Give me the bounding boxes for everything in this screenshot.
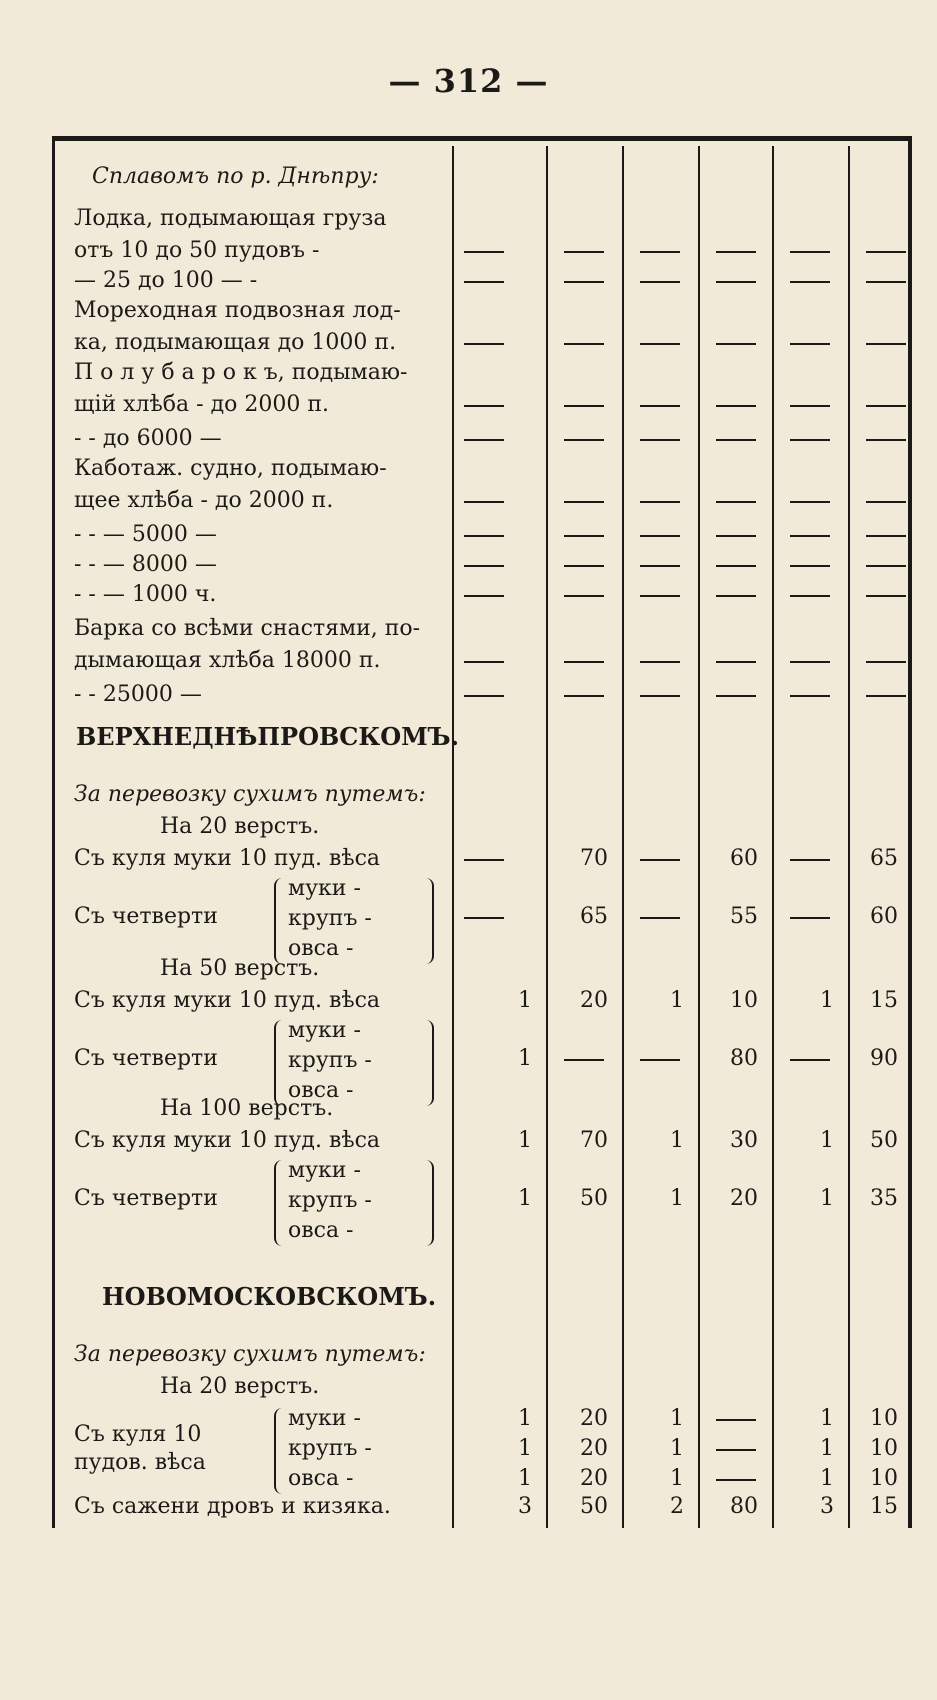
verkhnedn-item-2-2: овса -	[288, 1218, 354, 1243]
table-right-rule	[908, 136, 912, 1528]
verkhnedn-kul-2-value-5: 50	[870, 1128, 898, 1153]
verkhnedn-kul-2-value-0: 1	[518, 1128, 532, 1153]
verkhnedn-kul-0-dash-2	[640, 859, 680, 861]
section-subtitle-verkhnedn: За перевозку сухимъ путемъ:	[74, 782, 426, 807]
dnieper-row-0-dash-2	[640, 251, 680, 253]
dnieper-row-9-dash-1	[564, 661, 604, 663]
verkhnedn-kul-1-value-3: 10	[730, 988, 758, 1013]
dnieper-row-5-dash-3	[716, 501, 756, 503]
verkhnedn-chetv-2-value-4: 1	[820, 1186, 834, 1211]
dnieper-row-0-dash-3	[716, 251, 756, 253]
dnieper-row-1-line-0: — 25 до 100 — -	[74, 268, 258, 293]
novomosk-kul-label-1: Съ куля 10	[74, 1422, 202, 1447]
dnieper-row-10-dash-3	[716, 695, 756, 697]
dnieper-row-9-line-1: дымающая хлѣба 18000 п.	[74, 648, 381, 673]
section-title-dnieper: Сплавомъ по р. Днѣпру:	[92, 164, 379, 189]
dnieper-row-5-dash-0	[464, 501, 504, 503]
novomosk-kul-label-2: пудов. вѣса	[74, 1450, 206, 1475]
dnieper-row-6-dash-4	[790, 535, 830, 537]
verkhnedn-brace-right-2	[424, 1160, 434, 1246]
dnieper-row-6-dash-0	[464, 535, 504, 537]
verkhnedn-kul-label-2: Съ куля муки 10 пуд. вѣса	[74, 1128, 381, 1153]
verkhnedn-kul-label-1: Съ куля муки 10 пуд. вѣса	[74, 988, 381, 1013]
verkhnedn-distance-0: На 20 верстъ.	[160, 814, 320, 839]
dnieper-row-4-dash-4	[790, 439, 830, 441]
dnieper-row-2-line-0: Мореходная подвозная лод-	[74, 298, 401, 323]
dnieper-row-3-dash-4	[790, 405, 830, 407]
dnieper-row-1-dash-5	[866, 281, 906, 283]
verkhnedn-chetv-1-value-0: 1	[518, 1046, 532, 1071]
dnieper-row-4-dash-0	[464, 439, 504, 441]
verkhnedn-kul-2-value-2: 1	[670, 1128, 684, 1153]
novomosk-item-2-value-0: 1	[518, 1466, 532, 1491]
verkhnedn-item-0-1: крупъ -	[288, 906, 372, 931]
novomosk-item-0-value-5: 10	[870, 1406, 898, 1431]
verkhnedn-item-0-0: муки -	[288, 876, 361, 901]
dnieper-row-9-dash-4	[790, 661, 830, 663]
dnieper-row-5-dash-4	[790, 501, 830, 503]
price-table	[52, 136, 912, 1528]
verkhnedn-chetv-0-value-3: 55	[730, 904, 758, 929]
description-column-rule	[452, 146, 454, 1528]
novomosk-item-1-value-1: 20	[580, 1436, 608, 1461]
dnieper-row-0-line-0: Лодка, подымающая груза	[74, 206, 387, 231]
verkhnedn-chetv-0-dash-0	[464, 917, 504, 919]
dnieper-row-3-dash-0	[464, 405, 504, 407]
novomosk-item-0-value-2: 1	[670, 1406, 684, 1431]
verkhnedn-kul-label-0: Съ куля муки 10 пуд. вѣса	[74, 846, 381, 871]
verkhnedn-chetv-label-2: Съ четверти	[74, 1186, 218, 1211]
verkhnedn-chetv-2-value-1: 50	[580, 1186, 608, 1211]
section-heading-novomosk: НОВОМОСКОВСКОМЪ.	[102, 1282, 437, 1311]
dnieper-row-10-line-0: - - 25000 —	[74, 682, 202, 707]
column-rule-5	[848, 146, 850, 1528]
dnieper-row-9-dash-0	[464, 661, 504, 663]
dnieper-row-6-line-0: - - — 5000 —	[74, 522, 217, 547]
novomosk-item-0-value-1: 20	[580, 1406, 608, 1431]
verkhnedn-chetv-label-0: Съ четверти	[74, 904, 218, 929]
dnieper-row-10-dash-2	[640, 695, 680, 697]
novomosk-item-1-dash-3	[716, 1449, 756, 1451]
dnieper-row-8-dash-1	[564, 595, 604, 597]
verkhnedn-chetv-1-dash-4	[790, 1059, 830, 1061]
verkhnedn-chetv-1-value-5: 90	[870, 1046, 898, 1071]
novomosk-item-2-value-1: 20	[580, 1466, 608, 1491]
dnieper-row-6-dash-5	[866, 535, 906, 537]
dnieper-row-3-dash-3	[716, 405, 756, 407]
verkhnedn-chetv-2-value-0: 1	[518, 1186, 532, 1211]
section-subtitle-novomosk: За перевозку сухимъ путемъ:	[74, 1342, 426, 1367]
novomosk-item-1-value-5: 10	[870, 1436, 898, 1461]
table-top-rule	[52, 136, 912, 141]
verkhnedn-item-2-1: крупъ -	[288, 1188, 372, 1213]
novomosk-wood-value-3: 80	[730, 1494, 758, 1519]
dnieper-row-4-dash-5	[866, 439, 906, 441]
dnieper-row-1-dash-2	[640, 281, 680, 283]
dnieper-row-0-dash-5	[866, 251, 906, 253]
column-rule-3	[698, 146, 700, 1528]
dnieper-row-9-line-0: Барка со всѣми снастями, по-	[74, 616, 421, 641]
verkhnedn-kul-0-value-1: 70	[580, 846, 608, 871]
verkhnedn-chetv-0-value-1: 65	[580, 904, 608, 929]
verkhnedn-kul-1-value-4: 1	[820, 988, 834, 1013]
dnieper-row-7-dash-3	[716, 565, 756, 567]
novomosk-item-2-value-5: 10	[870, 1466, 898, 1491]
novomosk-wood-value-4: 3	[820, 1494, 834, 1519]
verkhnedn-item-1-0: муки -	[288, 1018, 361, 1043]
dnieper-row-10-dash-0	[464, 695, 504, 697]
verkhnedn-kul-1-value-0: 1	[518, 988, 532, 1013]
verkhnedn-distance-1: На 50 верстъ.	[160, 956, 320, 981]
dnieper-row-4-line-0: - - до 6000 —	[74, 426, 222, 451]
dnieper-row-5-dash-5	[866, 501, 906, 503]
verkhnedn-kul-0-value-3: 60	[730, 846, 758, 871]
dnieper-row-2-dash-1	[564, 343, 604, 345]
dnieper-row-4-dash-1	[564, 439, 604, 441]
novomosk-wood-value-0: 3	[518, 1494, 532, 1519]
dnieper-row-2-dash-4	[790, 343, 830, 345]
section-heading-verkhnedn: ВЕРХНЕДНѢПРОВСКОМЪ.	[76, 722, 459, 751]
verkhnedn-brace-right-1	[424, 1020, 434, 1106]
dnieper-row-7-line-0: - - — 8000 —	[74, 552, 217, 577]
novomosk-item-1-value-2: 1	[670, 1436, 684, 1461]
dnieper-row-2-dash-2	[640, 343, 680, 345]
verkhnedn-distance-2: На 100 верстъ.	[160, 1096, 334, 1121]
verkhnedn-kul-2-value-4: 1	[820, 1128, 834, 1153]
verkhnedn-kul-0-value-5: 65	[870, 846, 898, 871]
dnieper-row-1-dash-4	[790, 281, 830, 283]
dnieper-row-5-line-1: щее хлѣба - до 2000 п.	[74, 488, 334, 513]
verkhnedn-chetv-2-value-2: 1	[670, 1186, 684, 1211]
verkhnedn-item-0-2: овса -	[288, 936, 354, 961]
dnieper-row-0-dash-4	[790, 251, 830, 253]
dnieper-row-3-dash-2	[640, 405, 680, 407]
verkhnedn-chetv-0-value-5: 60	[870, 904, 898, 929]
dnieper-row-7-dash-0	[464, 565, 504, 567]
dnieper-row-2-line-1: ка, подымающая до 1000 п.	[74, 330, 397, 355]
dnieper-row-8-line-0: - - — 1000 ч.	[74, 582, 217, 607]
dnieper-row-8-dash-3	[716, 595, 756, 597]
dnieper-row-9-dash-2	[640, 661, 680, 663]
dnieper-row-6-dash-1	[564, 535, 604, 537]
novomosk-item-1-value-0: 1	[518, 1436, 532, 1461]
verkhnedn-chetv-2-value-3: 20	[730, 1186, 758, 1211]
dnieper-row-2-dash-5	[866, 343, 906, 345]
dnieper-row-3-dash-1	[564, 405, 604, 407]
dnieper-row-3-line-1: щій хлѣба - до 2000 п.	[74, 392, 329, 417]
column-rule-1	[546, 146, 548, 1528]
novomosk-item-2-value-2: 1	[670, 1466, 684, 1491]
verkhnedn-chetv-0-dash-4	[790, 917, 830, 919]
dnieper-row-10-dash-5	[866, 695, 906, 697]
verkhnedn-chetv-2-value-5: 35	[870, 1186, 898, 1211]
novomosk-item-0-dash-3	[716, 1419, 756, 1421]
dnieper-row-2-dash-3	[716, 343, 756, 345]
novomosk-brace-left	[274, 1408, 284, 1494]
verkhnedn-kul-2-value-3: 30	[730, 1128, 758, 1153]
novomosk-wood-label: Съ сажени дровъ и кизяка.	[74, 1494, 391, 1519]
page-number: — 312 —	[388, 62, 549, 100]
verkhnedn-chetv-1-dash-2	[640, 1059, 680, 1061]
novomosk-item-2-value-4: 1	[820, 1466, 834, 1491]
verkhnedn-chetv-label-1: Съ четверти	[74, 1046, 218, 1071]
dnieper-row-10-dash-4	[790, 695, 830, 697]
dnieper-row-8-dash-4	[790, 595, 830, 597]
verkhnedn-kul-1-value-5: 15	[870, 988, 898, 1013]
dnieper-row-5-line-0: Каботаж. судно, подымаю-	[74, 456, 387, 481]
verkhnedn-chetv-1-value-3: 80	[730, 1046, 758, 1071]
novomosk-wood-value-2: 2	[670, 1494, 684, 1519]
verkhnedn-brace-right-0	[424, 878, 434, 964]
novomosk-item-0-value-0: 1	[518, 1406, 532, 1431]
dnieper-row-1-dash-0	[464, 281, 504, 283]
dnieper-row-8-dash-2	[640, 595, 680, 597]
dnieper-row-2-dash-0	[464, 343, 504, 345]
dnieper-row-4-dash-2	[640, 439, 680, 441]
verkhnedn-brace-left-0	[274, 878, 284, 964]
verkhnedn-item-1-2: овса -	[288, 1078, 354, 1103]
dnieper-row-7-dash-4	[790, 565, 830, 567]
dnieper-row-3-dash-5	[866, 405, 906, 407]
table-left-rule	[52, 136, 55, 1528]
column-rule-2	[622, 146, 624, 1528]
dnieper-row-9-dash-3	[716, 661, 756, 663]
verkhnedn-item-1-1: крупъ -	[288, 1048, 372, 1073]
dnieper-row-4-dash-3	[716, 439, 756, 441]
dnieper-row-0-line-1: отъ 10 до 50 пудовъ -	[74, 238, 320, 263]
dnieper-row-6-dash-2	[640, 535, 680, 537]
dnieper-row-7-dash-1	[564, 565, 604, 567]
verkhnedn-kul-2-value-1: 70	[580, 1128, 608, 1153]
dnieper-row-1-dash-3	[716, 281, 756, 283]
verkhnedn-kul-1-value-2: 1	[670, 988, 684, 1013]
dnieper-row-0-dash-1	[564, 251, 604, 253]
novomosk-wood-value-1: 50	[580, 1494, 608, 1519]
dnieper-row-9-dash-5	[866, 661, 906, 663]
dnieper-row-0-dash-0	[464, 251, 504, 253]
dnieper-row-8-dash-5	[866, 595, 906, 597]
dnieper-row-7-dash-2	[640, 565, 680, 567]
dnieper-row-1-dash-1	[564, 281, 604, 283]
dnieper-row-3-line-0: П о л у б а р о к ъ, подымаю-	[74, 360, 408, 385]
novomosk-distance: На 20 верстъ.	[160, 1374, 320, 1399]
novomosk-item-2: овса -	[288, 1466, 354, 1491]
novomosk-item-1-value-4: 1	[820, 1436, 834, 1461]
verkhnedn-chetv-0-dash-2	[640, 917, 680, 919]
verkhnedn-kul-0-dash-4	[790, 859, 830, 861]
novomosk-item-2-dash-3	[716, 1479, 756, 1481]
novomosk-item-1: крупъ -	[288, 1436, 372, 1461]
column-rule-4	[772, 146, 774, 1528]
verkhnedn-brace-left-2	[274, 1160, 284, 1246]
novomosk-item-0-value-4: 1	[820, 1406, 834, 1431]
verkhnedn-chetv-1-dash-1	[564, 1059, 604, 1061]
dnieper-row-5-dash-2	[640, 501, 680, 503]
dnieper-row-5-dash-1	[564, 501, 604, 503]
novomosk-wood-value-5: 15	[870, 1494, 898, 1519]
dnieper-row-10-dash-1	[564, 695, 604, 697]
verkhnedn-item-2-0: муки -	[288, 1158, 361, 1183]
verkhnedn-kul-1-value-1: 20	[580, 988, 608, 1013]
novomosk-item-0: муки -	[288, 1406, 361, 1431]
dnieper-row-7-dash-5	[866, 565, 906, 567]
verkhnedn-kul-0-dash-0	[464, 859, 504, 861]
dnieper-row-6-dash-3	[716, 535, 756, 537]
verkhnedn-brace-left-1	[274, 1020, 284, 1106]
dnieper-row-8-dash-0	[464, 595, 504, 597]
